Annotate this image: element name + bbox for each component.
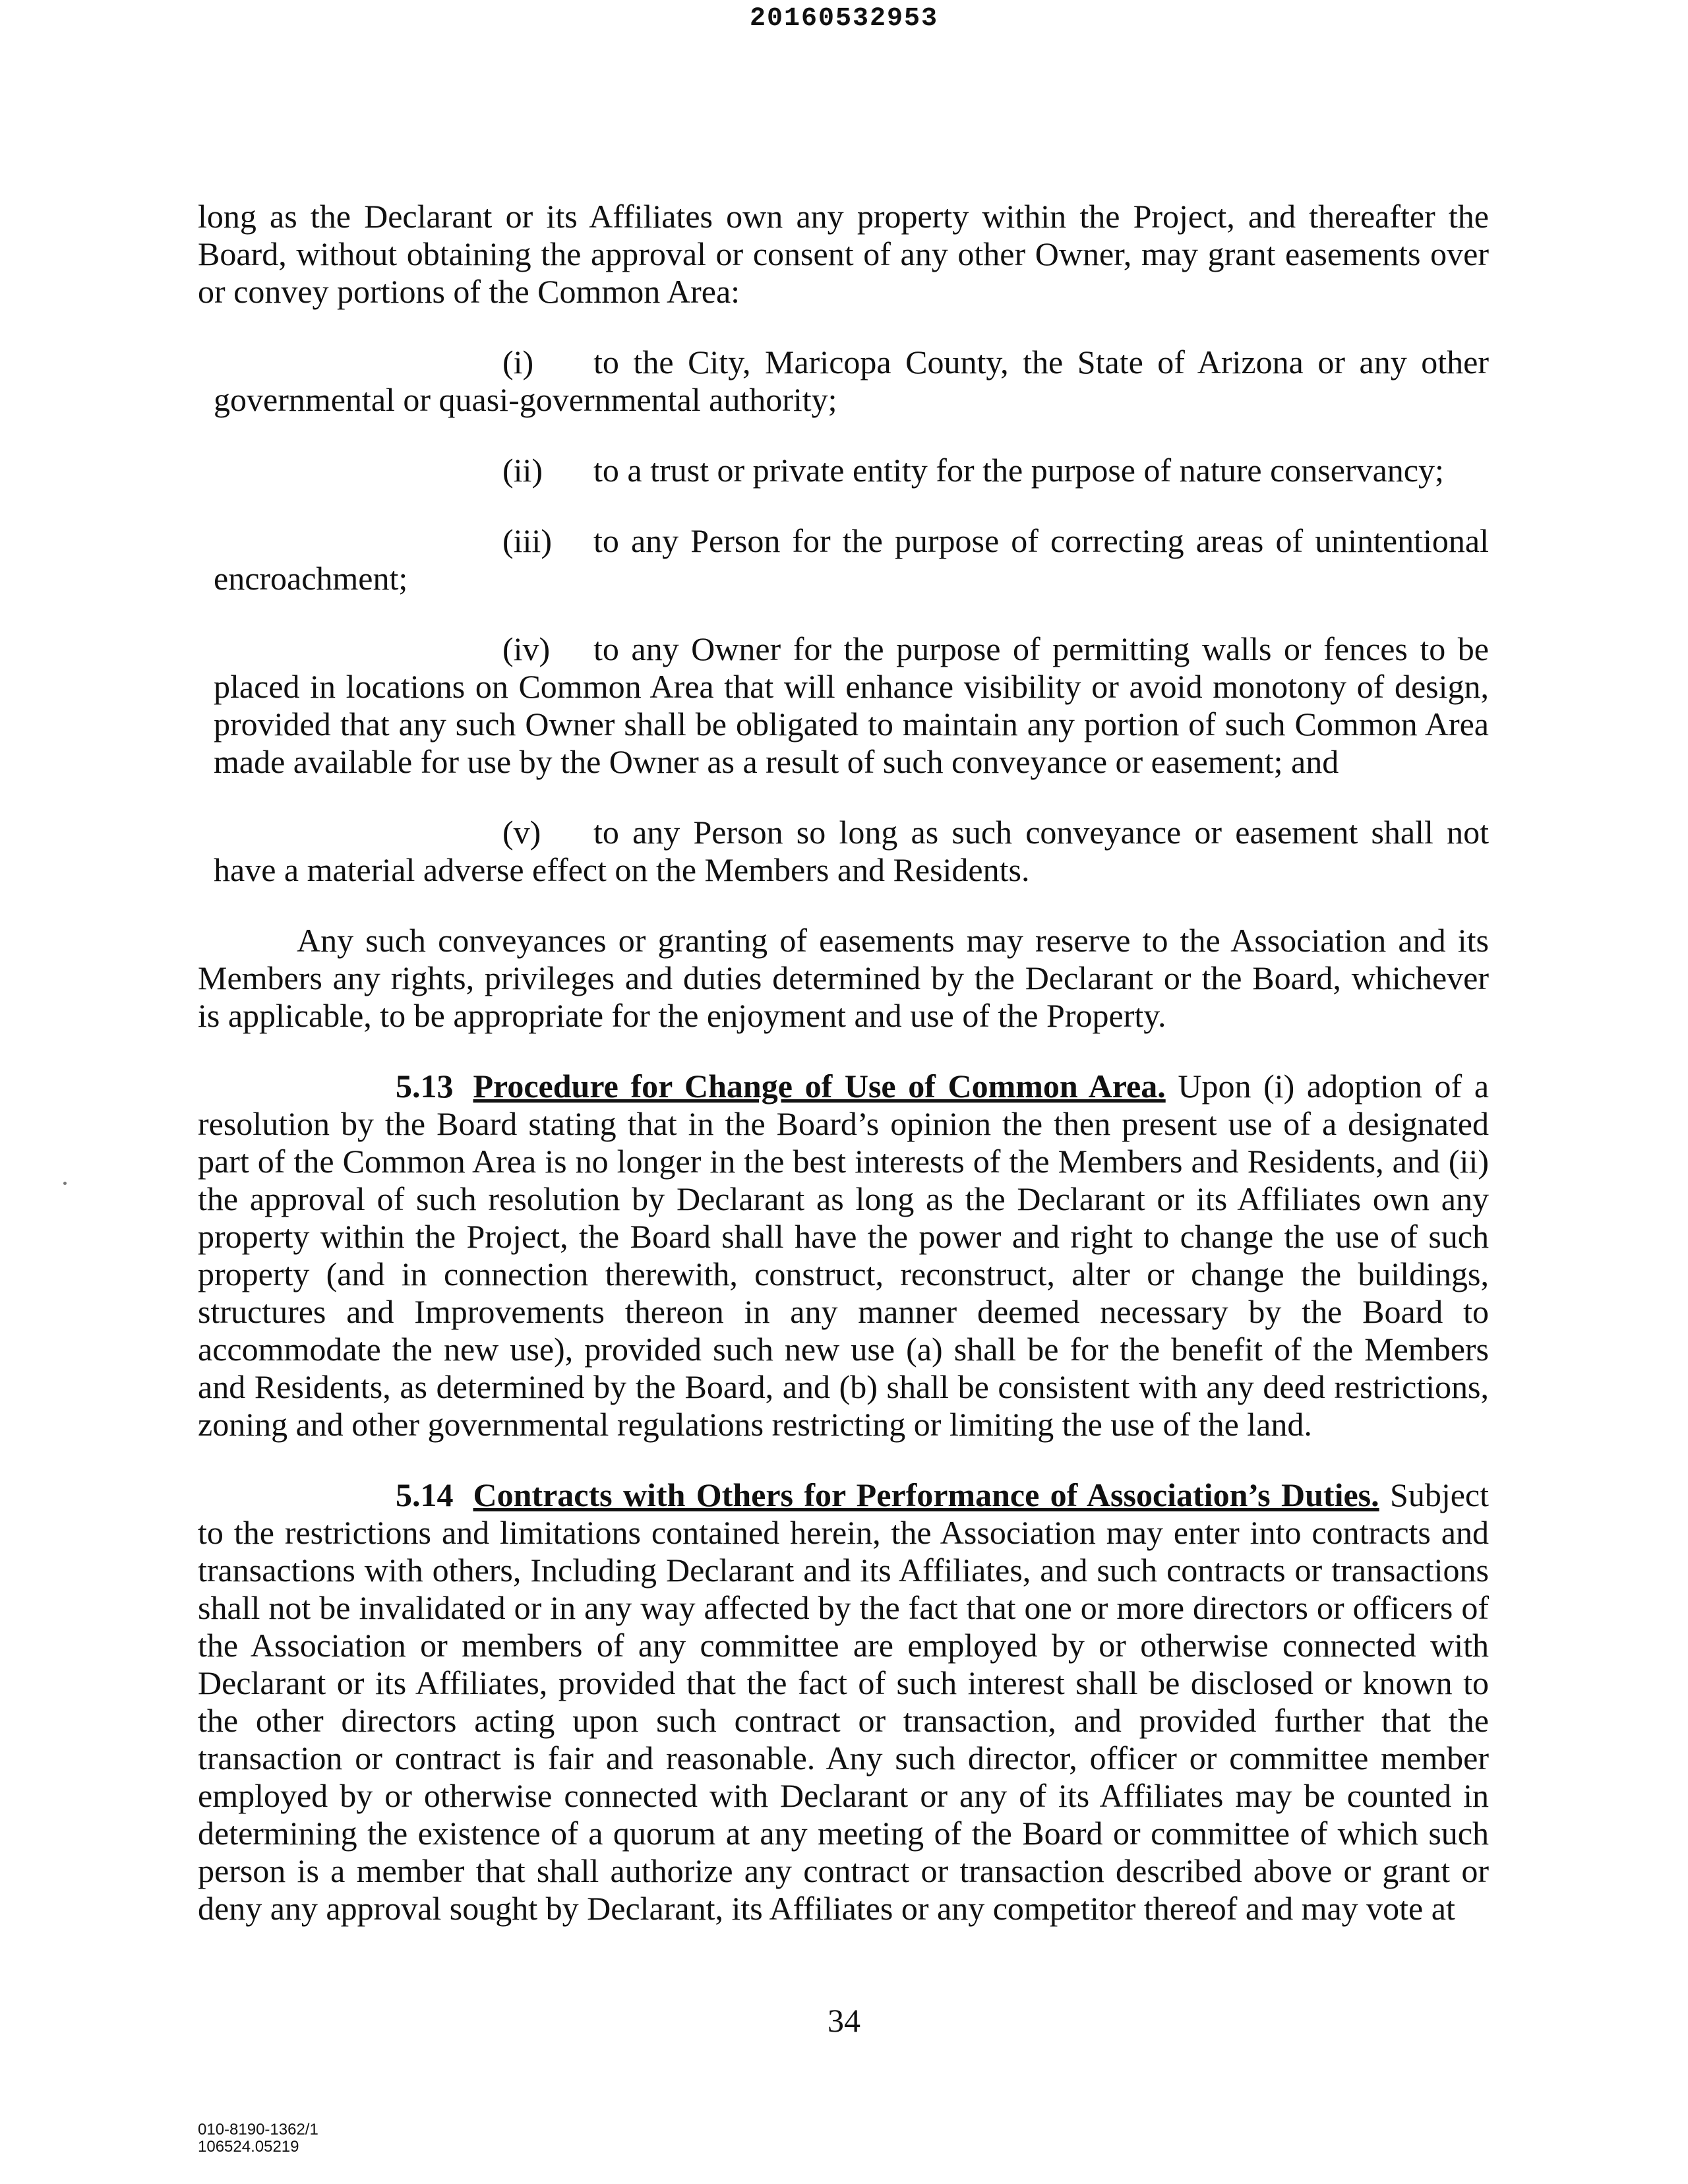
reference-line: 106524.05219 [198,2138,299,2156]
section-text: Subject to the restrictions and limitations contained herein, the Association may enter into contracts and transactions with others, Including Declarant and its Affiliates, and such contracts or transactions shall not be invalidated or in any way affected by the fact that one or more directors or officers of the Association or members of any committee are employed by or otherwise connected with Declarant or its Affiliates, provided that the fact of such interest shall be disclosed or known to the other directors acting upon such contract or transaction, and provided further that the transaction or contract is fair and reasonable. Any such director, officer or committee member employed by or otherwise connected with Declarant or any of its Affiliates may be counted in determining the existence of a quorum at any meeting of the Board or committee of which such person is a member that shall authorize any contract or transaction described above or grant or deny any approval sought by Declarant, its Affiliates or any competitor thereof and may vote at [198,1476,1489,1927]
item-continuation: encroachment; [214,560,408,597]
section-number: 5.14 [396,1476,454,1513]
document-reference [198,2121,318,2156]
item-label: (v) [502,814,541,851]
intro-paragraph: long as the Declarant or its Affiliates own any property within the Project, and thereafter the Board, without obtaining the approval or consent of any other Owner, may grant easements over or convey portions of the Common Area: [198,198,1489,310]
item-label: (ii) [502,452,543,489]
item-label: (i) [502,344,534,380]
list-item-v [198,814,1489,889]
section-5-13 [198,1068,1489,1443]
item-label: (iii) [502,522,552,559]
item-text: to a trust or private entity for the purpose of nature conservancy; [593,452,1444,489]
section-title: Contracts with Others for Performance of Association’s Duties. [473,1476,1379,1513]
item-label: (iv) [502,630,551,667]
item-text: to any Owner for the purpose of permitting walls or fences to be placed in locations on Common Area that will enhance visibility or avoid monotony of design, provided that any such Owner shall be obligated to maintain any portion of such Common Area made available for use by the Owner as a result of such conveyance or easement; and [214,630,1489,780]
list-item-iv [198,630,1489,781]
reference-line: 010-8190-1362/1 [198,2121,318,2138]
recording-number: 20160532953 [749,4,939,34]
list-item-i [198,344,1489,419]
section-number: 5.13 [396,1068,454,1105]
list-item-iii [502,522,1489,560]
list-item-ii [502,452,1489,489]
section-text: Upon (i) adoption of a resolution by the Board stating that in the Board’s opinion the then present use of a designated part of the Common Area is no longer in the best interests of the Members and Residents, and (ii) the approval of such resolution by Declarant as long as the Declarant or its Affiliates own any property within the Project, the Board shall have the power and right to change the use of such property (and in connection therewith, construct, reconstruct, alter or change the buildings, structures and Improvements thereon in any manner deemed necessary by the Board to accommodate the new use), provided such new use (a) shall be for the benefit of the Members and Residents, as determined by the Board, and (b) shall be consistent with any deed restrictions, zoning and other governmental regulations restricting or limiting the use of the land. [198,1068,1490,1443]
page-body [198,198,1489,1960]
section-5-14 [198,1476,1489,1927]
page-number: 34 [828,2002,860,2039]
item-text: to the City, Maricopa County, the State of Arizona or any other governmental or quasi-governmental authority; [214,344,1489,418]
item-text: to any Person for the purpose of correcting areas of unintentional [593,522,1489,559]
item-text: to any Person so long as such conveyance or easement shall not have a material adverse effect on the Members and Residents. [214,814,1489,888]
conveyances-paragraph: Any such conveyances or granting of easements may reserve to the Association and its Members any rights, privileges and duties determined by the Declarant or the Board, whichever is applicable, to be appropriate for the enjoyment and use of the Property. [198,922,1489,1034]
scan-speck [63,1182,67,1185]
section-title: Procedure for Change of Use of Common Area. [473,1068,1166,1105]
